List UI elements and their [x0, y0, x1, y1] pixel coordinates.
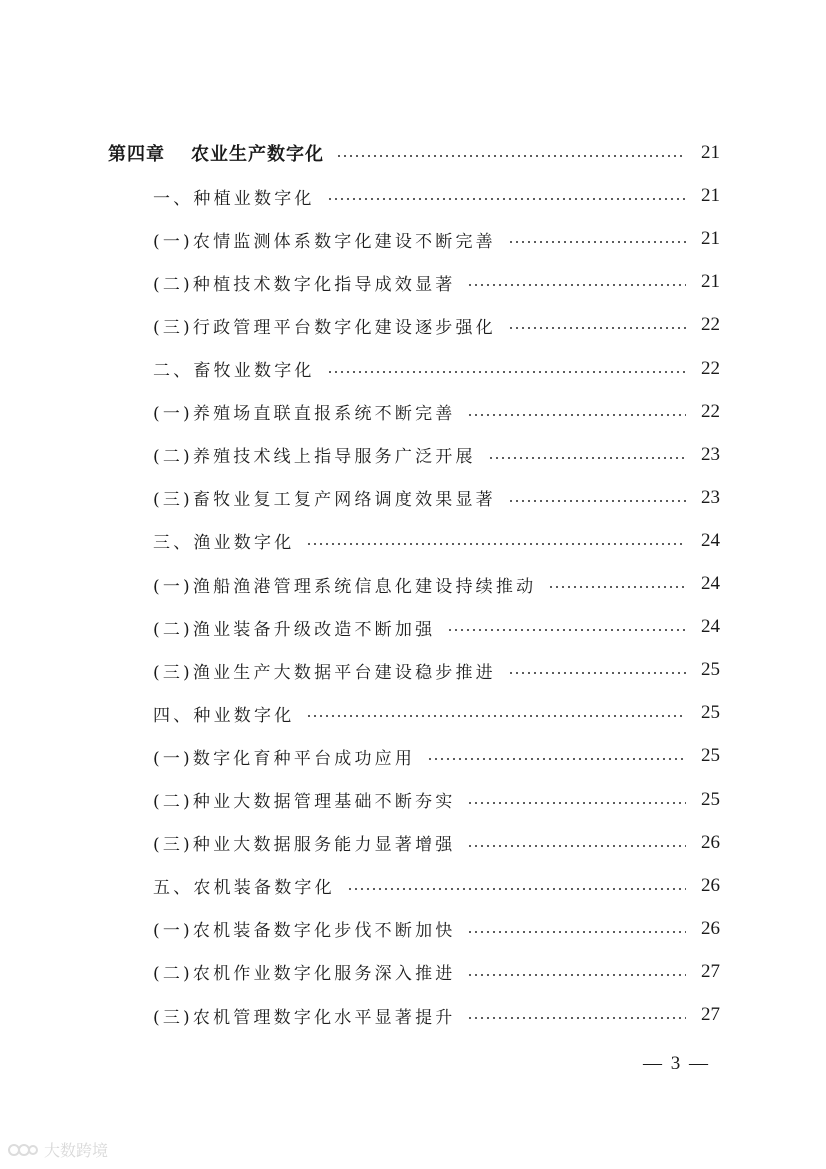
toc-entry-title: (三)渔业生产大数据平台建设稳步推进 [153, 662, 496, 683]
dot-leader [467, 931, 686, 933]
dot-leader [306, 715, 686, 717]
toc-entry-page: 27 [701, 960, 720, 982]
toc-entry-title [108, 140, 324, 166]
toc-entry [153, 957, 720, 987]
toc-entry-title: (三)农机管理数字化水平显著提升 [153, 1007, 456, 1028]
toc-entry [153, 181, 720, 211]
dot-leader [508, 241, 686, 243]
toc-entry-title: (三)行政管理平台数字化建设逐步强化 [153, 317, 496, 338]
toc-entry-page: 22 [701, 314, 720, 336]
toc-entry-page: 21 [701, 228, 720, 250]
toc-entry-title: 五、农机装备数字化 [153, 878, 335, 899]
toc-entry-title: (一)渔船渔港管理系统信息化建设持续推动 [153, 576, 537, 597]
chapter-title: 农业生产数字化 [191, 144, 324, 165]
toc-entry-title: (二)种植技术数字化指导成效显著 [153, 274, 456, 295]
toc-entry [153, 871, 720, 901]
toc-entry-title: (一)数字化育种平台成功应用 [153, 748, 416, 769]
toc-entry-page: 25 [701, 659, 720, 681]
dot-leader [347, 888, 686, 890]
toc-entry-page: 24 [701, 529, 720, 551]
toc-entry-page: 21 [701, 142, 720, 163]
watermark-text: 大数跨境 [44, 1141, 109, 1160]
toc-entry [153, 526, 720, 556]
dot-leader [447, 629, 686, 631]
toc-entry [153, 914, 720, 944]
toc-entry-page: 24 [701, 573, 720, 594]
toc-entry [153, 828, 720, 858]
toc-entry [153, 655, 720, 685]
toc-entry-title: 三、渔业数字化 [153, 533, 295, 554]
toc-entry [153, 440, 720, 470]
toc-entry [153, 483, 720, 513]
dot-leader [327, 371, 686, 373]
toc-entry-page: 24 [701, 616, 720, 638]
toc-entry-title: 二、畜牧业数字化 [153, 361, 315, 381]
dot-leader [427, 758, 686, 760]
toc-entry-page: 23 [701, 486, 720, 508]
toc-entry-page: 22 [701, 400, 720, 422]
toc-entry-title: (二)种业大数据管理基础不断夯实 [153, 792, 456, 812]
page-number: — 3 — [643, 1053, 710, 1074]
toc-entry-title: (一)农情监测体系数字化建设不断完善 [153, 231, 496, 252]
toc-entry-title: (二)渔业装备升级改造不断加强 [153, 619, 436, 640]
toc-entry-page: 27 [701, 1004, 720, 1025]
dot-leader [336, 155, 686, 157]
toc-entry-title: (一)养殖场直联直报系统不断完善 [153, 404, 456, 425]
toc-entry [153, 785, 720, 815]
toc-entry-title: 一、种植业数字化 [153, 188, 315, 209]
toc-entry-page: 22 [701, 357, 720, 379]
toc-entry [153, 569, 720, 599]
toc-entry-page: 25 [701, 702, 720, 724]
toc-entry [153, 612, 720, 642]
toc-entry-page: 21 [701, 271, 720, 293]
dot-leader [508, 327, 686, 329]
toc-entry-title: (三)种业大数据服务能力显著增强 [153, 835, 456, 856]
toc-entry-page: 26 [701, 917, 720, 939]
toc-entry-title: (三)畜牧业复工复产网络调度效果显著 [153, 490, 496, 511]
toc-entry-title: 四、种业数字化 [153, 705, 295, 726]
dot-leader [508, 500, 686, 502]
dot-leader [467, 802, 686, 804]
toc-entry-page: 25 [701, 788, 720, 810]
toc-entry-title: (二)养殖技术线上指导服务广泛开展 [153, 447, 476, 468]
toc-entry [153, 397, 720, 427]
dot-leader [548, 586, 686, 588]
toc-entry-page: 26 [701, 831, 720, 853]
watermark-logo-icon [8, 1141, 38, 1159]
toc-entry-page: 23 [701, 443, 720, 465]
toc-entry [153, 1000, 720, 1030]
watermark [8, 1138, 108, 1161]
toc-entry [153, 267, 720, 297]
toc-entry [108, 138, 720, 168]
toc-entry [153, 224, 720, 254]
toc-entry [153, 698, 720, 728]
toc-entry-page: 26 [701, 874, 720, 896]
dot-leader [467, 284, 686, 286]
toc-entry [153, 354, 720, 384]
toc-entry-title: (一)农机装备数字化步伐不断加快 [153, 921, 456, 942]
dot-leader [467, 414, 686, 416]
toc-entry [153, 310, 720, 340]
dot-leader [488, 457, 686, 459]
dot-leader [467, 845, 686, 847]
dot-leader [327, 198, 686, 200]
toc-entry-page: 21 [701, 185, 720, 207]
dot-leader [467, 1017, 686, 1019]
dot-leader [306, 543, 686, 545]
toc-entry-page: 25 [701, 745, 720, 767]
dot-leader [508, 672, 686, 674]
dot-leader [467, 974, 686, 976]
chapter-number: 第四章 [108, 144, 165, 165]
toc-entry [153, 741, 720, 771]
toc-entry-title: (二)农机作业数字化服务深入推进 [153, 964, 456, 985]
